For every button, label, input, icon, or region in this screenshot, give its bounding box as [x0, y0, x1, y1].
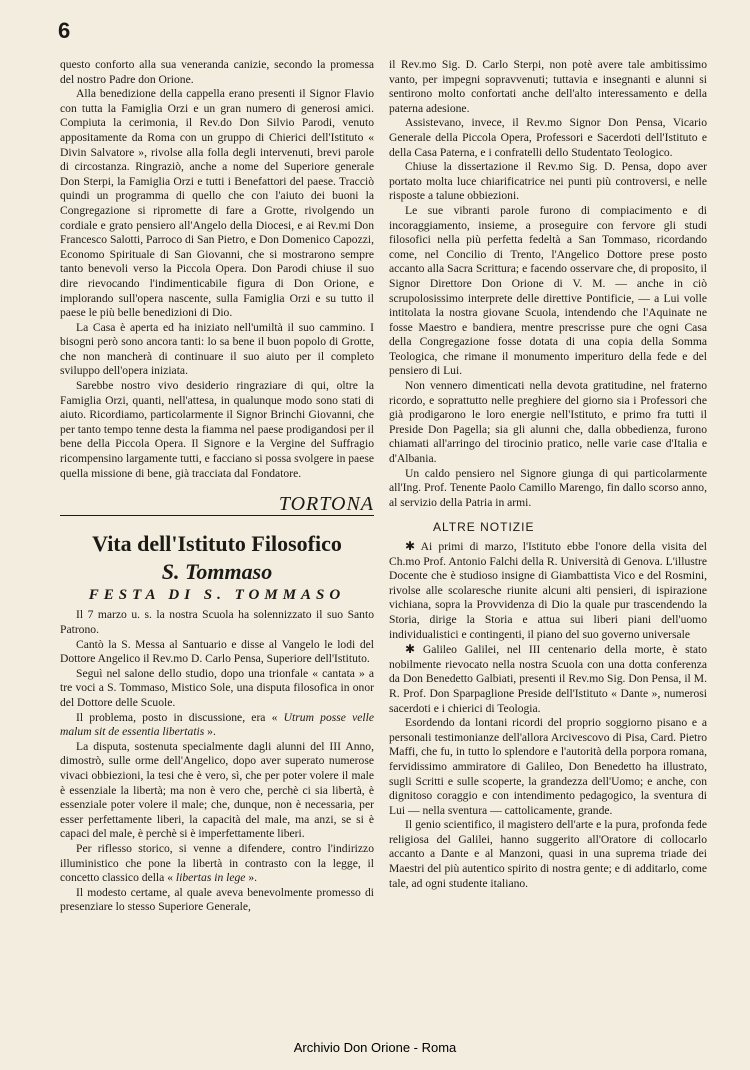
historic-prefix: Per riflesso storico, si venne a difendere, contro l'indirizzo illuministico che pone la libertà in contrasto con la legge, il concetto classico della «: [60, 841, 374, 885]
paragraph: Un caldo pensiero nel Signore giunga di qui particolarmente all'Ing. Prof. Tenente Paolo Camillo Marengo, fin dallo scorso anno, al servizio della Patria in armi.: [389, 466, 707, 509]
star-icon: ✱: [405, 642, 416, 657]
festa-title: FESTA DI S. TOMMASO: [88, 586, 346, 603]
historic-latin: libertas in lege: [175, 871, 246, 885]
paragraph-historic: [60, 842, 374, 886]
paragraph: Assistevano, invece, il Rev.mo Signor Don Pensa, Vicario Generale della Piccola Opera, Professori e Sacerdoti dell'Istituto e della Casa Paterna, e i confratelli dello Studentato Teologico.: [389, 116, 707, 159]
paragraph: questo conforto alla sua veneranda canizie, secondo la promessa del nostro Padre don Orione.: [60, 58, 374, 86]
paragraph: Le sue vibranti parole furono di compiacimento e di incoraggiamento, insieme, a proseguire con fervore gli studi filosofici nella più perfetta fedeltà a San Tommaso, ricordando come, nel Concilio di Trento, l'Angelico Dottore prese posto accanto alla Sacra Scrittura; e facendo osservare che, di proposito, il Signor Direttore Don Orione di V. M. — anche in ciò scrupolosissimo interprete delle direttive Pontificie, — a Lui volle intitolata la nostra giovane Scuola, intendendo che l'Aquinate ne fosse Maestro e bandiera, mentre prescrisse pure che ogni Casa della Congregazione fosse dotata di una copia della Somma Teologica, che rimane il monumento imperituro della fede e del pensiero di Lui.: [389, 203, 707, 378]
star-icon: ✱: [405, 539, 416, 553]
paragraph: Il genio scientifico, il magistero dell'arte e la pura, profonda fede religiosa del Galilei, hanno suggerito all'Oratore di collocarlo accanto a Dante e al Manzoni, quasi in una suprema triade dei Maestri del più autentico spirito di nostra gente; e di additarlo, come tale, ad ogni studente italiano.: [389, 818, 707, 890]
article-subtitle: S. Tommaso: [161, 558, 273, 584]
problem-latin: Utrum posse velle malum sit de essentia libertatis: [60, 710, 375, 739]
paragraph: Non vennero dimenticati nella devota gratitudine, nel fraterno ricordo, e soprattutto nelle preghiere del giorno sia i Professori che già prodigarono le loro energie nell'Istituto, e primo fra tutti il Preside Don Pagella; sia gli alunni che, dalla obbedienza, furono chiamati all'arringo del tirocinio pratico, nelle varie case d'Italia e d'Albania.: [389, 379, 707, 466]
paragraph: Cantò la S. Messa al Santuario e disse al Vangelo le lodi del Dottore Angelico il Rev.mo D. Carlo Pensa, Superiore dell'Istituto.: [60, 637, 374, 666]
article-title: Vita dell'Istituto Filosofico: [92, 530, 342, 556]
paragraph: Il 7 marzo u. s. la nostra Scuola ha solennizzato il suo Santo Patrono.: [60, 608, 374, 636]
paragraph: La Casa è aperta ed ha iniziato nell'umiltà il suo cammino. I bisogni però sono ancora tanti: lo sa bene il buon popolo di Grotte, che non mancherà di continuare il suo aiuto per il completo sviluppo dell'opera iniziata.: [60, 320, 374, 378]
notizie-item: [389, 539, 707, 642]
paragraph: Il modesto certame, al quale aveva benevolmente promesso di presenziare lo stesso Superiore Generale,: [60, 885, 374, 914]
left-column: [60, 58, 374, 915]
historic-suffix: ».: [245, 871, 258, 885]
paragraph: Alla benedizione della cappella erano presenti il Signor Flavio con tutta la Famiglia Orzi e un gran numero di generosi amici. Compiuta la cerimonia, il Rev.do Don Silvio Parodi, venuto appositamente da Roma con un gruppo di Chierici dell'Istituto « Divin Salvatore », rivolse alla folla degli intervenuti, brevi parole di circostanza. Ringraziò, anche a nome del Superiore generale Don Sterpi, la Famiglia Orzi e tutti i Benefattori del paese. Tracciò quindi un programma di quello che con l'aiuto dei buoni la Congregazione si ripromette di fare a Grotte, rivolgendo un cordiale e grato pensiero all'Angelo della Diocesi, e ai Rev.mi Don Francesco Salotti, Parroco di San Pietro, e Don Domenico Capozzi, Economo Spirituale di San Giovanni, che si mostrarono sempre tanto benevoli verso la Piccola Opera. Don Parodi chiuse il suo dire rievocando l'indimenticabile figura di Don Orione, e implorando sull'opera nascente, sulla Famiglia Orzi e su tutto il paese le più belle benedizioni di Dio.: [60, 87, 374, 320]
paragraph: La disputa, sostenuta specialmente dagli alunni del III Anno, dimostrò, sulle orme dell'Angelico, dopo aver superato numerose vivaci obbiezioni, la tesi che è vero, sì, che per poter volere il male è essenziale la libertà; ma non è vero che, perchè ci sia libertà, è essenziale poter volere il male; che, dunque, non è necessaria, per esser perfettamente liberi, la capacità del male, ma anzi, se si è capaci del male, è perchè si è imperfettamente liberi.: [60, 739, 374, 841]
paragraph: il Rev.mo Sig. D. Carlo Sterpi, non potè avere tale ambitissimo vanto, per impegni sopravvenuti; tuttavia e insegnanti e alunni si sentirono molto confortati anche dell'alto interessamento e della paterna adesione.: [389, 58, 707, 115]
problem-suffix: ».: [204, 725, 216, 739]
paragraph-problem: [60, 711, 374, 740]
paragraph: Esordendo da lontani ricordi del proprio soggiorno pisano e a personali testimonianze dell'allora Arcivescovo di Pisa, Card. Pietro Maffi, che fu, in tutto lo splendore e l'autorità della porpora romana, fervidissimo ammiratore di Galileo, Don Benedetto ha illustrato, sugli Scritti e sulle scoperte, la grandezza dell'Uomo; e anche, con dignitoso coraggio e con intendimento pedagogico, la sventura di Lui — nella sventura — cattolicamente, grande.: [389, 716, 707, 817]
problem-prefix: Il problema, posto in discussione, era «: [76, 710, 284, 724]
notizie-text: Galileo Galilei, nel III centenario della morte, è stato nobilmente rievocato nella nostra Scuola con una dotta conferenza da Don Benedetto Galbiati, presenti il Rev.mo Sig. Don Pensa, il M. R. Prof. Don Sparpaglione Preside dell'Istituto « Dante », numerosi sacerdoti e i chierici di Teologia.: [389, 643, 707, 715]
section-title: TORTONA: [60, 497, 374, 516]
paragraph: Sarebbe nostro vivo desiderio ringraziare di qui, oltre la Famiglia Orzi, quanti, nell'attesa, in qualunque modo sono stati di aiuto. Ricordiamo, particolarmente il Signor Brinchi Giovanni, che per tanto tempo tenne desta la fiamma nel paese prodigandosi per il bene della Piccola Opera. Il Signore e la Vergine del Suffragio ricompensino largamente tutti, e facciano si possa svolgere in paese quella missione di bene, già tracciata dal Fondatore.: [60, 379, 375, 480]
notizie-heading: ALTRE NOTIZIE: [433, 520, 535, 535]
paragraph: Chiuse la dissertazione il Rev.mo Sig. D. Pensa, dopo aver portato molta luce chiarificatrice nei punti più controversi, e nelle risposte a talune obbiezioni.: [389, 160, 707, 203]
notizie-item: [389, 642, 707, 716]
paragraph: Seguì nel salone dello studio, dopo una trionfale « cantata » a tre voci a S. Tommaso, Mistico Sole, una disputa filosofica in onor del Dottore delle Scuole.: [60, 666, 374, 709]
right-column: [389, 58, 707, 891]
archive-footer: Archivio Don Orione - Roma: [293, 1040, 457, 1055]
page-number: 6: [58, 18, 71, 43]
notizie-text: Ai primi di marzo, l'Istituto ebbe l'onore della visita del Ch.mo Prof. Antonio Falchi della R. Università di Genova. L'illustre Docente che è studioso insigne di Giambattista Vico e del Rosmini, rivolse alle scolaresche riunite alcuni alti pensieri, di ispirazione vichiana, sopra la Provvidenza di Dio la quale pur trascendendo la Storia, dirige la Storia e attua sui liberi piani dell'uomo individualistici e contingenti, il piano del suo governo universale: [389, 540, 708, 641]
